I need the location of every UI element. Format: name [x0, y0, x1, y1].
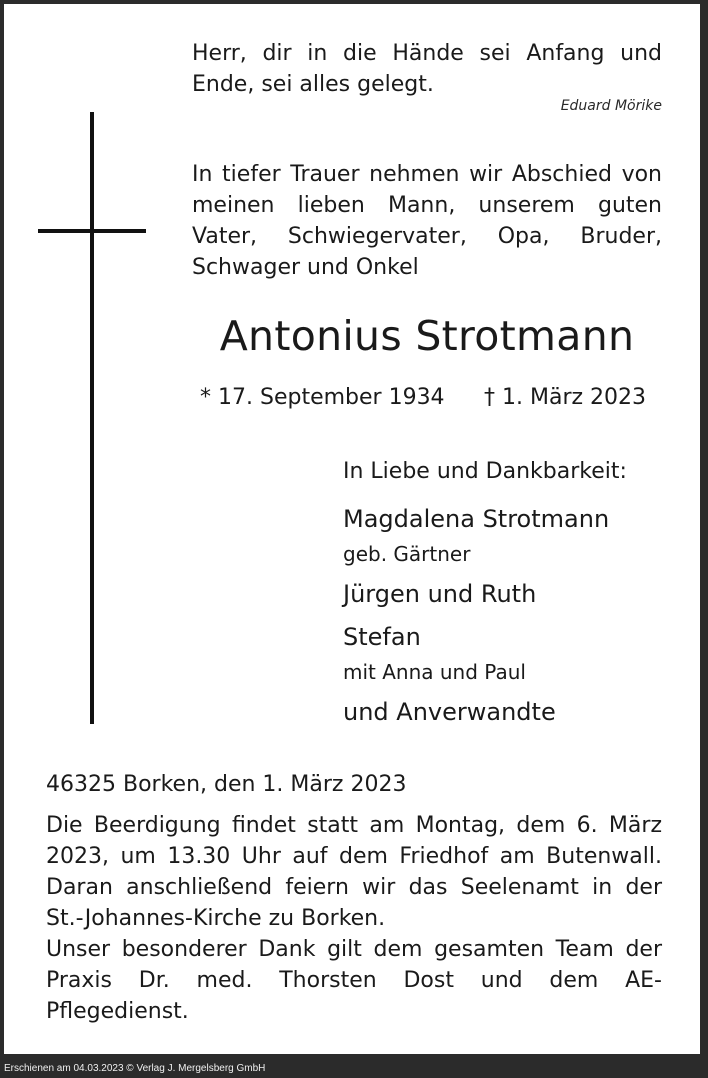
mourner-relatives: und Anverwandte [343, 698, 556, 726]
mourner-child-1: Jürgen und Ruth [343, 580, 537, 608]
death-date: † 1. März 2023 [484, 385, 647, 410]
publication-footer: Erschienen am 04.03.2023 © Verlag J. Mergelsberg GmbH [4, 1063, 266, 1074]
mourner-child-2-family: mit Anna und Paul [343, 660, 526, 684]
mourners-intro: In Liebe und Dankbarkeit: [343, 459, 627, 484]
announcement-text: In tiefer Trauer nehmen wir Abschied von meinen lieben Mann, unserem guten Vater, Schwiegervater, Opa, Bruder, Schwager und Onkel [192, 162, 662, 280]
mourner-wife: Magdalena Strotmann [343, 505, 610, 533]
mourner-child-2: Stefan [343, 623, 421, 651]
verse-author: Eduard Mörike [560, 98, 662, 114]
birth-date: * 17. September 1934 [200, 385, 445, 410]
mourner-wife-maiden: geb. Gärtner [343, 542, 471, 566]
cross-icon-crossbar [38, 229, 146, 233]
obituary-card [4, 4, 700, 1054]
verse-quote: Herr, dir in die Hände sei Anfang und Ende, sei alles gelegt. [192, 41, 662, 97]
cross-icon [90, 112, 94, 724]
funeral-info [46, 810, 662, 1027]
place-date: 46325 Borken, den 1. März 2023 [46, 772, 407, 797]
thanks-text: Unser besonderer Dank gilt dem gesamten Team der Praxis Dr. med. Thorsten Dost und dem AE-Pflegedienst. [46, 937, 662, 1024]
deceased-name: Antonius Strotmann [219, 312, 635, 360]
funeral-text: Die Beerdigung findet statt am Montag, dem 6. März 2023, um 13.30 Uhr auf dem Friedhof am Butenwall. Daran anschließend feiern wir das Seelenamt in der St.-Johannes-Kirche zu Borken. [46, 813, 662, 931]
